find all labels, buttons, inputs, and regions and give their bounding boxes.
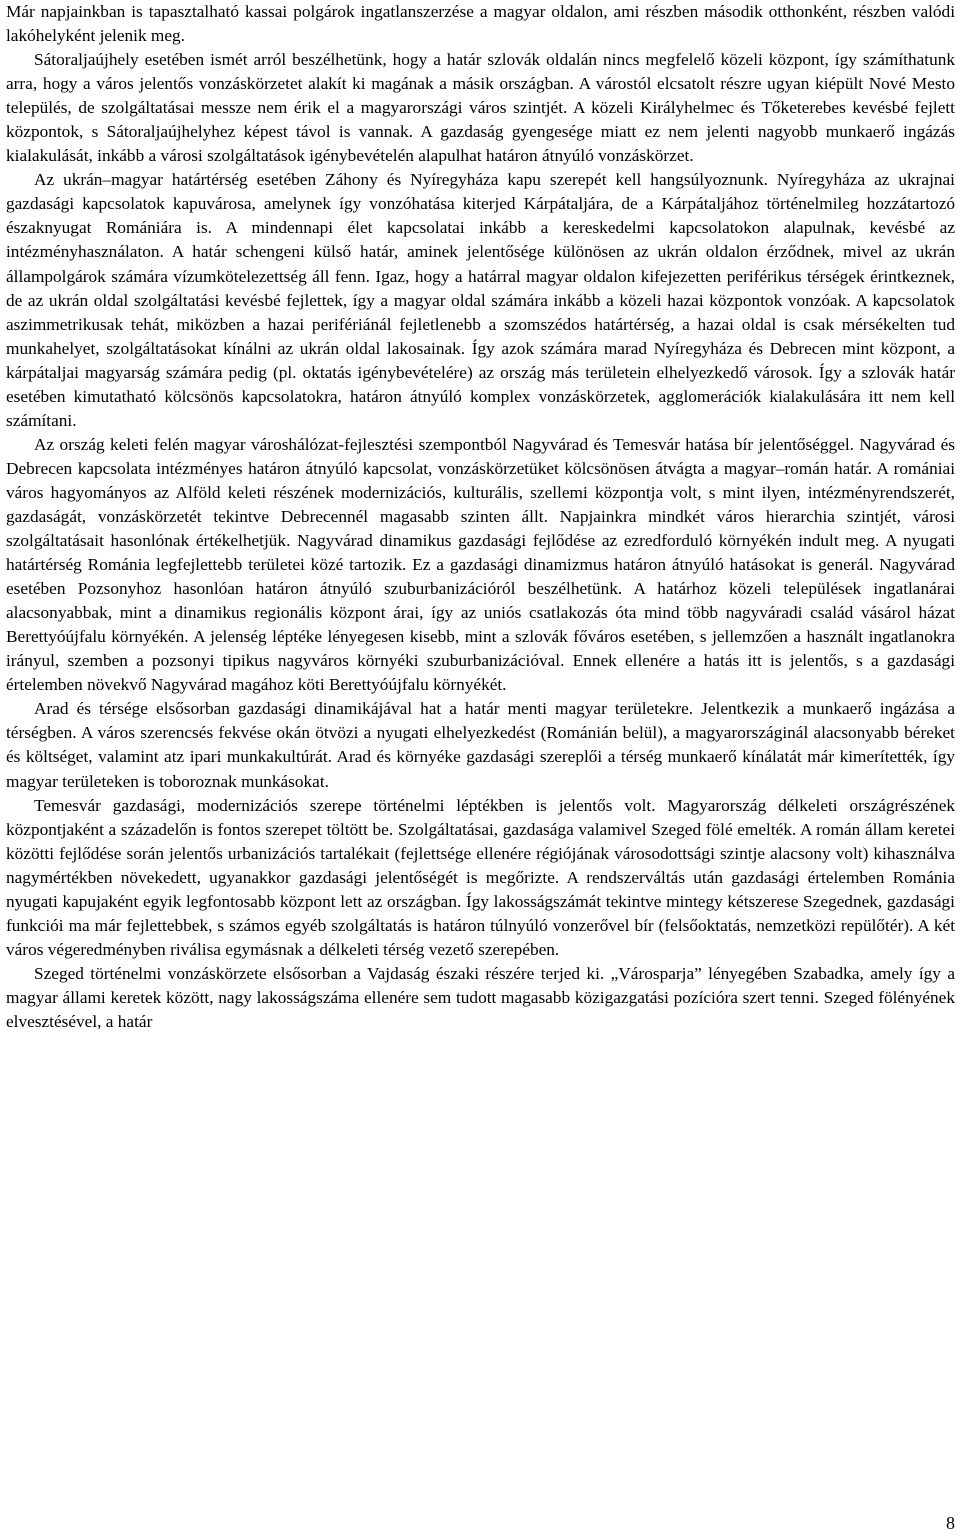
paragraph: Az ukrán–magyar határtérség esetében Záhony és Nyíregyháza kapu szerepét kell hangsúlyoznunk. Nyíregyháza az ukrajnai gazdasági kapcsolatok kapuvárosa, amelynek így vonzóhatása kiterjed Kárpátaljára, de a Kárpátaljához történelmileg hozzátartozó északnyugat Romániára is. A mindennapi élet kapcsolatai inkább a kereskedelmi kapcsolatokon alapulnak, kevésbé az intézményhasználaton. A határ schengeni külső határ, aminek jelentősége különösen az ukrán oldalon érződnek, mivel az ukrán állampolgárok számára vízumkötelezettség áll fenn. Igaz, hogy a határral magyar oldalon kifejezetten periférikus térségek érintkeznek, de az ukrán oldal szolgáltatási kevésbé fejlettek, így a magyar oldal számára inkább a közeli hazai központok vonzóak. A kapcsolatok aszimmetrikusak tehát, miközben a hazai perifériánál fejletlenebb a szomszédos határtérség, a hazai oldal is csak mérsékelten tud munkahelyet, szolgáltatásokat kínálni az ukrán oldal lakosainak. Így azok számára marad Nyíregyháza és Debrecen mint központ, a kárpátaljai magyarság számára pedig (pl. oktatás igénybevételére) az ország más területein elhelyezkedő városok. Így a szlovák határ esetében kimutatható kölcsönös kapcsolatokra, határon átnyúló komplex vonzáskörzetek, agglomerációk kialakulására itt nem kell számítani.	[6, 170, 955, 430]
paragraph: Arad és térsége elsősorban gazdasági dinamikájával hat a határ menti magyar területekre. Jelentkezik a munkaerő ingázása a térségben. A város szerencsés fekvése okán ötvözi a nyugati elhelyezkedést (Románián belül), a magyarországinál alacsonyabb béreket és költséget, valamint atz ipari munkakultúrát. Arad és környéke gazdasági szereplői a térség munkaerő kínálatát már kimerítették, így magyar területeken is toboroznak munkásokat.	[6, 699, 955, 791]
paragraph: Szeged történelmi vonzáskörzete elsősorban a Vajdaság északi részére terjed ki. „Városparja” lényegében Szabadka, amely így a magyar állami keretek között, nagy lakosságszáma ellenére sem tudott magasabb közigazgatási pozícióra szert tenni. Szeged fölényének elvesztésével, a határ	[6, 963, 955, 1031]
paragraph: Az ország keleti felén magyar városhálózat-fejlesztési szempontból Nagyvárad és Temesvár hatása bír jelentőséggel. Nagyvárad és Debrecen kapcsolata intézményes határon átnyúló kapcsolat, vonzáskörzetüket kölcsönösen átvágta a magyar–román határ. A romániai város hagyományos az Alföld keleti részének modernizációs, kulturális, szellemi központja volt, s mint ilyen, intézményrendszerét, gazdaságát, vonzáskörzetét tekintve Debrecennél magasabb szinten állt. Napjainkra mindkét város hierarchia szintjét, városi szolgáltatásait hasonlónak értékelhetjük. Nagyvárad dinamikus gazdasági fejlődése az ezredforduló környékén indult meg. A nyugati határtérség Románia legfejlettebb területei közé tartozik. Ez a gazdasági dinamizmus határon átnyúló hatásokat is generál. Nagyvárad esetében Pozsonyhoz hasonlóan határon átnyúló szuburbanizációról beszélhetünk. A határhoz közeli települések ingatlanárai alacsonyabbak, mint a dinamikus regionális központ árai, így az uniós csatlakozás óta mind több nagyváradi család vásárol házat Berettyóújfalu környékén. A jelenség léptéke lényegesen kisebb, mint a szlovák főváros esetében, s jellemzően a használt ingatlanokra irányul, szemben a pozsonyi tipikus nagyváros környéki szuburbanizációval. Ennek ellenére a hatás itt is jelentős, s a gazdasági értelemben növekvő Nagyvárad magához köti Berettyóújfalu környékét.	[6, 434, 955, 695]
body-text	[6, 0, 955, 1034]
page-number: 8	[946, 1513, 955, 1533]
paragraph: Sátoraljaújhely esetében ismét arról beszélhetünk, hogy a határ szlovák oldalán nincs megfelelő közeli központ, így számíthatunk arra, hogy a város jelentős vonzáskörzetet alakít ki magának a másik országban. A várostól elcsatolt részre ugyan kiépült Nové Mesto település, de szolgáltatásai messze nem érik el a magyarországi város szintjét. A közeli Királyhelmec és Tőketerebes kevésbé fejlett központok, s Sátoraljaújhelyhez képest távol is vannak. A gazdaság gyengesége miatt ez nem jelenti nagyobb munkaerő ingázás kialakulását, inkább a városi szolgáltatások igénybevételén alapulhat határon átnyúló vonzáskörzet.	[6, 50, 955, 166]
paragraph: Már napjainkban is tapasztalható kassai polgárok ingatlanszerzése a magyar oldalon, ami részben második otthonként, részben valódi lakóhelyként jelenik meg.	[6, 2, 955, 46]
paragraph: Temesvár gazdasági, modernizációs szerepe történelmi léptékben is jelentős volt. Magyarország délkeleti országrészének központjaként a századelőn is fontos szerepet töltött be. Szolgáltatásai, gazdasága valamivel Szeged fölé emelték. A román állam keretei közötti fejlődése során jelentős urbanizációs tartalékait (fejlettsége ellenére régiójának városodottsági szintje alacsony volt) kihasználva nagymértékben növekedett, ugyanakkor gazdasági jelentőségét is megőrizte. A rendszerváltás után gazdasági értelemben Románia nyugati kapujaként egyik legfontosabb központ lett az országban. Így lakosságszámát tekintve mintegy kétszerese Szegednek, gazdasági funkciói ma már fejlettebbek, s számos egyéb szolgáltatás is határon túlnyúló vonzerővel bír (felsőoktatás, nemzetközi repülőtér). A két város végeredményben riválisa egymásnak a délkeleti térség vezető szerepében.	[6, 795, 955, 959]
